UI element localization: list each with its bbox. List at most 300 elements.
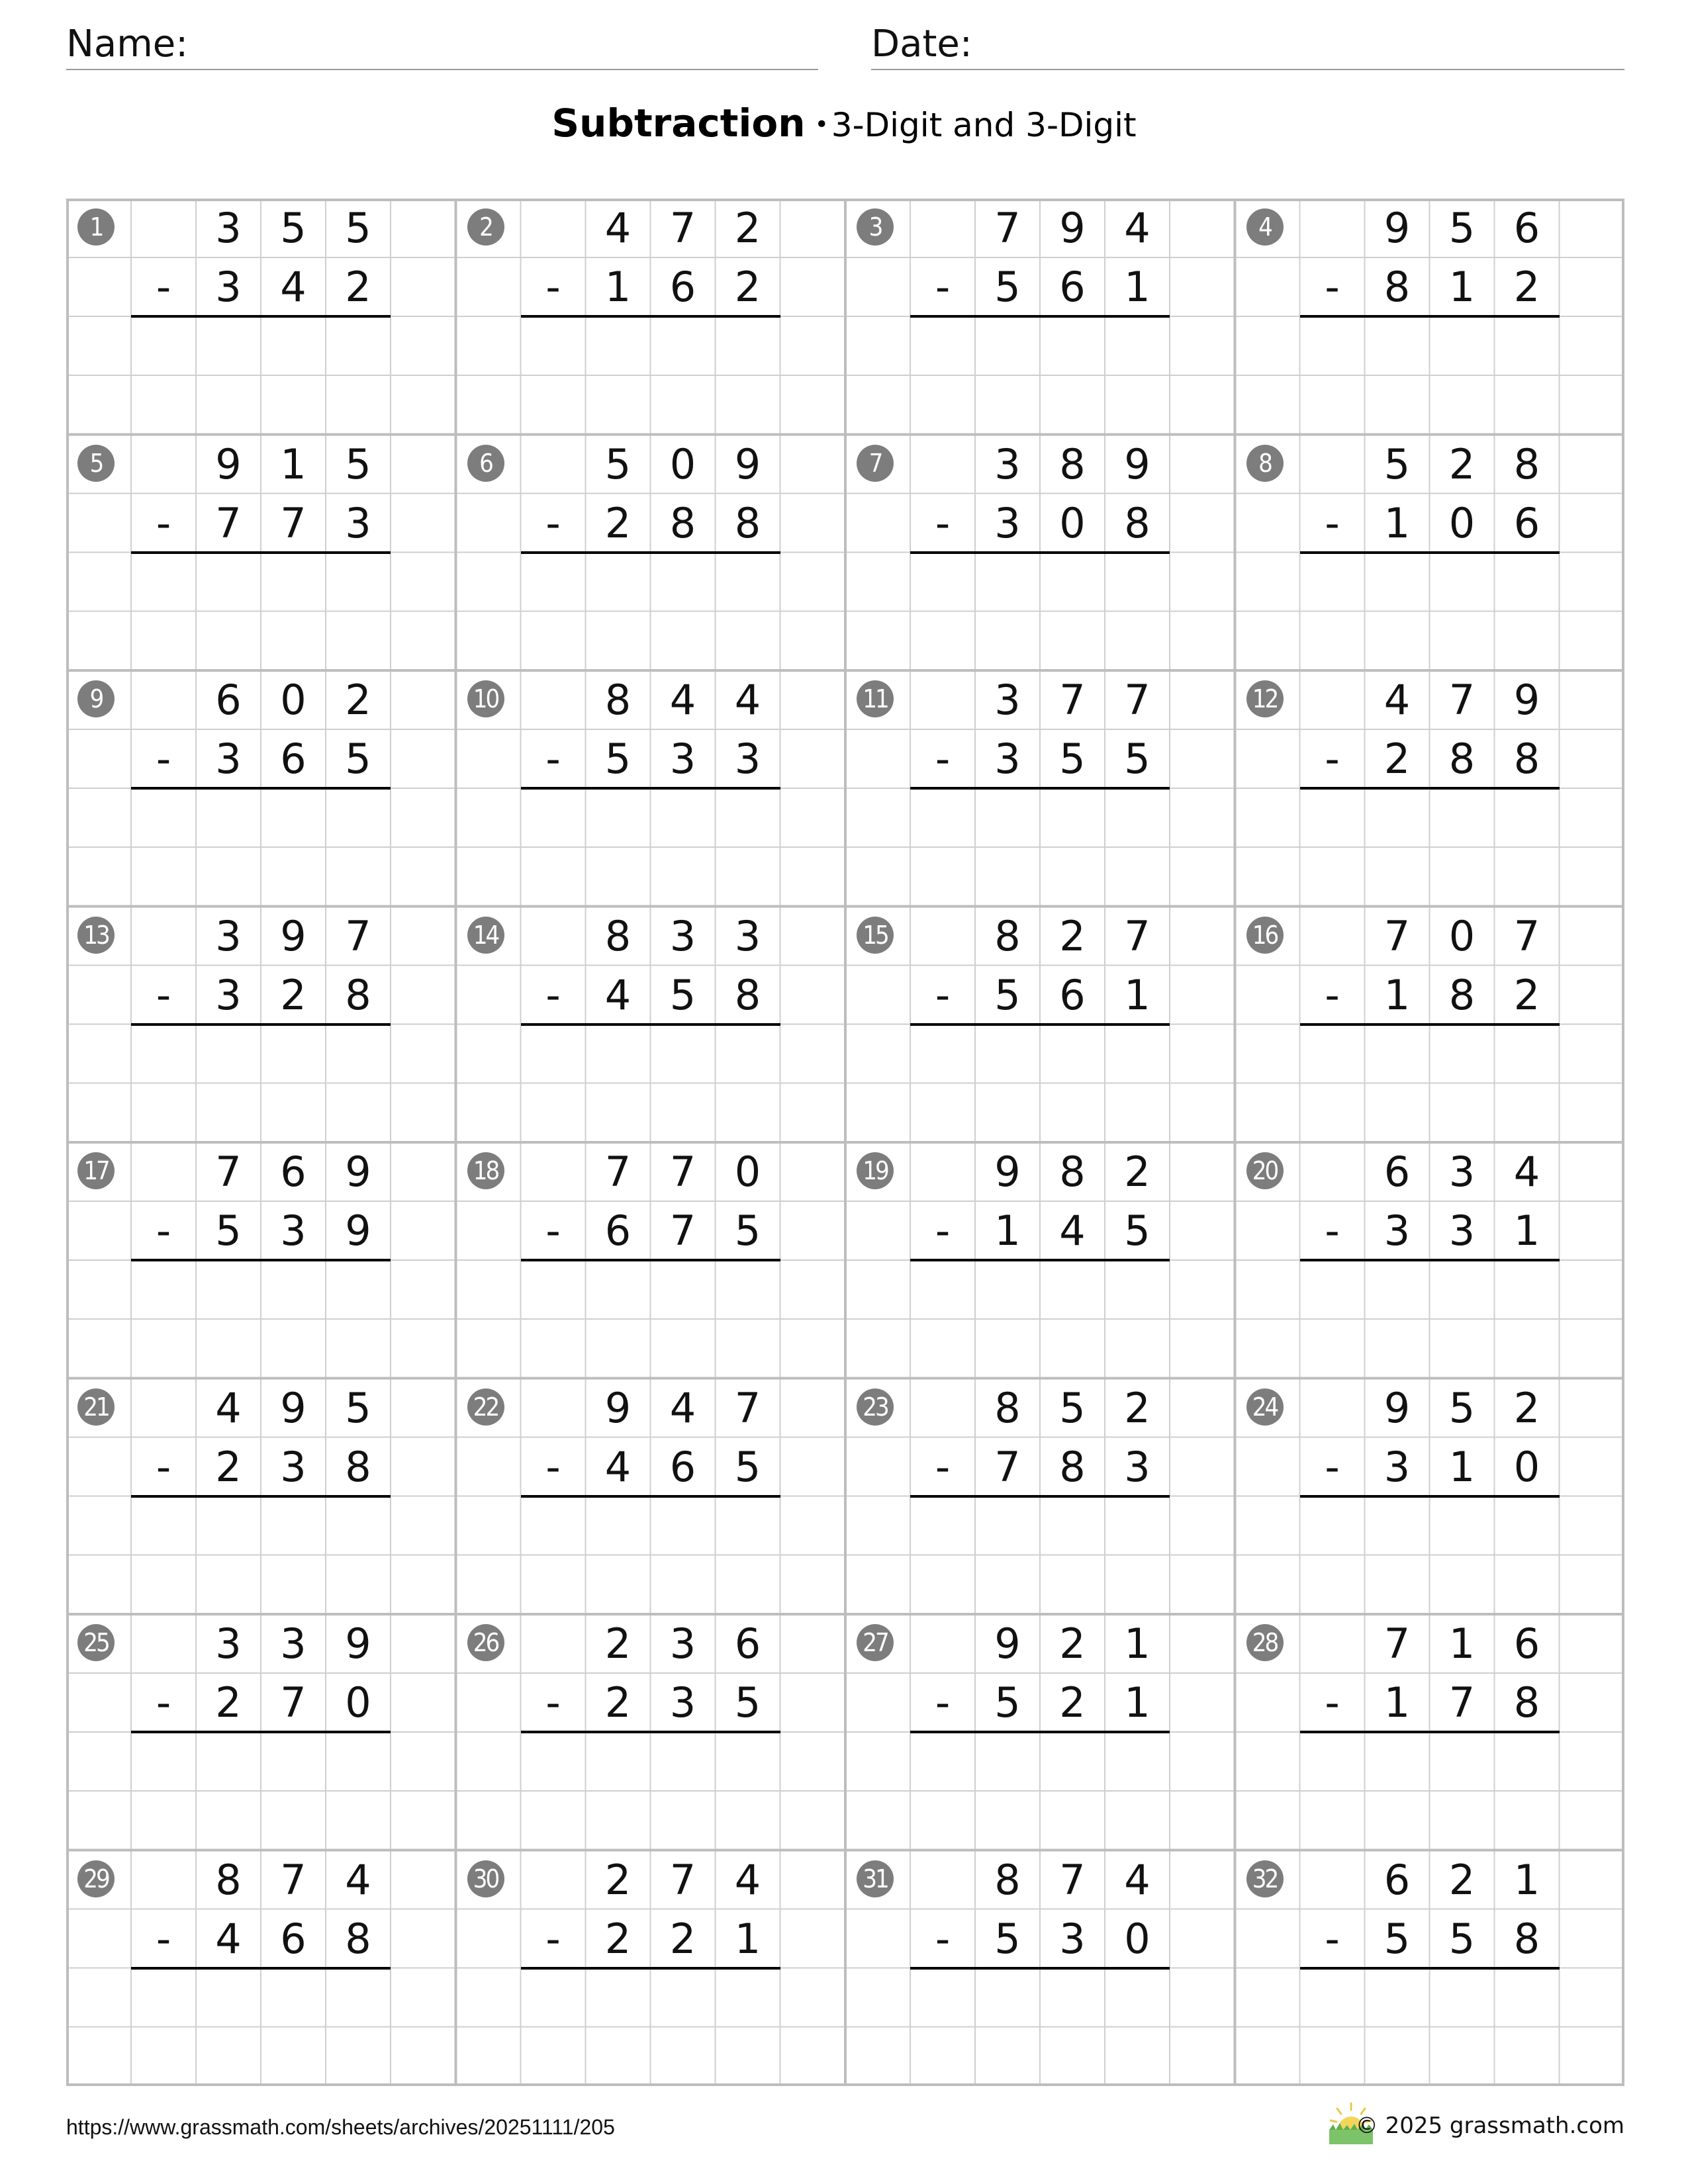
minuend-digit: 4 [734, 1855, 761, 1904]
minuend-digit: 8 [215, 1855, 242, 1904]
subtrahend-digit: 8 [345, 1442, 371, 1491]
minus-sign: - [545, 1914, 561, 1963]
subtrahend-digit: 7 [280, 498, 306, 547]
subtrahend-digit: 2 [1513, 263, 1540, 311]
minuend-digit: 8 [604, 676, 632, 724]
minuend-digit: 0 [734, 1148, 761, 1196]
problem-number-badge: 13 [77, 917, 115, 954]
minuend-digit: 7 [280, 1855, 306, 1904]
subtrahend-digit: 2 [215, 1442, 242, 1491]
problem-2 [456, 199, 845, 434]
subtrahend-digit: 1 [734, 1914, 761, 1963]
subtrahend-digit: 8 [345, 970, 371, 1019]
subtrahend-digit: 8 [734, 970, 761, 1019]
minuend-digit: 3 [734, 911, 761, 960]
subtrahend-digit: 7 [280, 1678, 306, 1727]
minuend-digit: 8 [994, 1855, 1021, 1904]
minuend-digit: 2 [1513, 1383, 1540, 1432]
answer-line [910, 551, 1170, 554]
subtrahend-digit: 3 [280, 1442, 306, 1491]
minus-sign: - [156, 735, 171, 783]
answer-line [1300, 1731, 1560, 1733]
minuend-digit: 9 [994, 1148, 1021, 1196]
minuend-digit: 6 [1383, 1148, 1411, 1196]
subtrahend-digit: 2 [669, 1914, 696, 1963]
problem-number-badge: 32 [1246, 1860, 1284, 1897]
problem-10 [456, 670, 845, 906]
problem-31 [845, 1850, 1235, 2086]
minus-sign: - [545, 1442, 561, 1491]
subtrahend-digit: 6 [280, 735, 306, 783]
subtrahend-digit: 3 [280, 1206, 306, 1255]
problem-9 [66, 670, 455, 906]
minuend-digit: 8 [1059, 1148, 1086, 1196]
subtrahend-digit: 0 [345, 1678, 371, 1727]
subtrahend-digit: 8 [1513, 1914, 1540, 1963]
subtrahend-digit: 2 [604, 1678, 632, 1727]
subtrahend-digit: 5 [734, 1206, 761, 1255]
subtrahend-digit: 5 [734, 1678, 761, 1727]
subtrahend-digit: 5 [1059, 735, 1086, 783]
minuend-digit: 3 [1448, 1148, 1476, 1196]
problem-24 [1235, 1379, 1624, 1614]
minus-sign: - [545, 735, 561, 783]
minuend-digit: 3 [215, 1619, 242, 1668]
minuend-digit: 6 [1513, 204, 1540, 252]
minuend-digit: 9 [1124, 439, 1150, 488]
subtrahend-digit: 2 [1383, 735, 1411, 783]
minuend-digit: 7 [1059, 1855, 1086, 1904]
problem-number-badge: 16 [1246, 917, 1284, 954]
problem-14 [456, 907, 845, 1142]
subtrahend-digit: 1 [1448, 263, 1476, 311]
subtrahend-digit: 2 [215, 1678, 242, 1727]
problem-number-badge: 19 [857, 1152, 894, 1189]
problem-number-badge: 25 [77, 1624, 115, 1661]
minuend-digit: 7 [604, 1148, 632, 1196]
subtrahend-digit: 1 [1513, 1206, 1540, 1255]
minus-sign: - [935, 970, 951, 1019]
subtrahend-digit: 3 [734, 735, 761, 783]
problem-number-badge: 30 [467, 1860, 504, 1897]
title-main: Subtraction [551, 101, 806, 146]
problem-26 [456, 1614, 845, 1850]
minuend-digit: 5 [1448, 204, 1476, 252]
minuend-digit: 4 [669, 1383, 696, 1432]
subtrahend-digit: 3 [345, 498, 371, 547]
subtrahend-digit: 8 [1513, 1678, 1540, 1727]
minuend-digit: 2 [734, 204, 761, 252]
minuend-digit: 9 [734, 439, 761, 488]
minuend-digit: 2 [1448, 439, 1476, 488]
subtrahend-digit: 8 [1059, 1442, 1086, 1491]
minuend-digit: 4 [1124, 204, 1150, 252]
subtrahend-digit: 1 [1448, 1442, 1476, 1491]
minuend-digit: 7 [1124, 911, 1150, 960]
minuend-digit: 7 [669, 1855, 696, 1904]
answer-line [1300, 1023, 1560, 1026]
subtrahend-digit: 5 [734, 1442, 761, 1491]
minuend-digit: 8 [604, 911, 632, 960]
subtrahend-digit: 5 [994, 970, 1021, 1019]
subtrahend-digit: 0 [1124, 1914, 1150, 1963]
subtrahend-digit: 0 [1448, 498, 1476, 547]
minus-sign: - [156, 1206, 171, 1255]
problem-number-badge: 23 [857, 1388, 894, 1426]
subtrahend-digit: 5 [994, 263, 1021, 311]
problem-number-badge: 1 [77, 208, 115, 246]
minuend-digit: 5 [604, 439, 632, 488]
problem-number-badge: 15 [857, 917, 894, 954]
subtrahend-digit: 8 [1383, 263, 1411, 311]
minuend-digit: 9 [280, 911, 306, 960]
minuend-digit: 2 [345, 676, 371, 724]
subtrahend-digit: 8 [1448, 735, 1476, 783]
problem-number-badge: 24 [1246, 1388, 1284, 1426]
minus-sign: - [1325, 1678, 1340, 1727]
minuend-digit: 6 [1513, 1619, 1540, 1668]
subtrahend-digit: 0 [1059, 498, 1086, 547]
minuend-digit: 9 [280, 1383, 306, 1432]
minuend-digit: 4 [734, 676, 761, 724]
minuend-digit: 3 [215, 911, 242, 960]
problem-number-badge: 5 [77, 445, 115, 482]
minuend-digit: 3 [669, 911, 696, 960]
problem-number-badge: 31 [857, 1860, 894, 1897]
problem-number-badge: 14 [467, 917, 504, 954]
name-label: Name: [66, 23, 189, 66]
minus-sign: - [545, 1678, 561, 1727]
answer-line [1300, 1259, 1560, 1261]
minuend-digit: 7 [994, 204, 1021, 252]
minuend-digit: 9 [215, 439, 242, 488]
minus-sign: - [935, 735, 951, 783]
answer-line [521, 1731, 780, 1733]
minus-sign: - [156, 1914, 171, 1963]
problem-17 [66, 1142, 455, 1378]
minuend-digit: 3 [669, 1619, 696, 1668]
subtrahend-digit: 3 [215, 735, 242, 783]
minus-sign: - [156, 263, 171, 311]
minus-sign: - [545, 1206, 561, 1255]
answer-line [1300, 315, 1560, 318]
minus-sign: - [156, 970, 171, 1019]
minuend-digit: 0 [280, 676, 306, 724]
subtrahend-digit: 0 [1513, 1442, 1540, 1491]
minus-sign: - [156, 498, 171, 547]
subtrahend-digit: 3 [215, 970, 242, 1019]
subtrahend-digit: 6 [1059, 970, 1086, 1019]
subtrahend-digit: 6 [604, 1206, 632, 1255]
subtrahend-digit: 3 [1383, 1442, 1411, 1491]
minuend-digit: 7 [1059, 676, 1086, 724]
minuend-digit: 8 [1513, 439, 1540, 488]
subtrahend-digit: 7 [994, 1442, 1021, 1491]
subtrahend-digit: 3 [994, 498, 1021, 547]
subtrahend-digit: 8 [669, 498, 696, 547]
answer-line [910, 1495, 1170, 1498]
minuend-digit: 9 [1059, 204, 1086, 252]
answer-line [910, 1967, 1170, 1970]
subtrahend-digit: 4 [1059, 1206, 1086, 1255]
subtrahend-digit: 6 [1513, 498, 1540, 547]
problem-number-badge: 8 [1246, 445, 1284, 482]
minuend-digit: 1 [1513, 1855, 1540, 1904]
subtrahend-digit: 7 [215, 498, 242, 547]
problem-5 [66, 435, 455, 670]
subtrahend-digit: 3 [1124, 1442, 1150, 1491]
problem-number-badge: 17 [77, 1152, 115, 1189]
minuend-digit: 7 [1513, 911, 1540, 960]
minuend-digit: 6 [734, 1619, 761, 1668]
problem-number-badge: 11 [857, 680, 894, 717]
minuend-digit: 3 [280, 1619, 306, 1668]
problem-30 [456, 1850, 845, 2086]
problem-7 [845, 435, 1235, 670]
problem-number-badge: 12 [1246, 680, 1284, 717]
problem-21 [66, 1379, 455, 1614]
title-subtitle: 3-Digit and 3-Digit [831, 106, 1137, 144]
minus-sign: - [935, 1678, 951, 1727]
problem-number-badge: 4 [1246, 208, 1284, 246]
minus-sign: - [1325, 1442, 1340, 1491]
subtrahend-digit: 4 [604, 1442, 632, 1491]
problem-29 [66, 1850, 455, 2086]
subtrahend-digit: 8 [1124, 498, 1150, 547]
subtrahend-digit: 6 [1059, 263, 1086, 311]
minuend-digit: 6 [215, 676, 242, 724]
minus-sign: - [1325, 263, 1340, 311]
problem-11 [845, 670, 1235, 906]
minus-sign: - [935, 263, 951, 311]
problem-12 [1235, 670, 1624, 906]
minuend-digit: 6 [280, 1148, 306, 1196]
date-field[interactable] [871, 20, 1624, 70]
minuend-digit: 1 [1448, 1619, 1476, 1668]
minuend-digit: 7 [215, 1148, 242, 1196]
subtrahend-digit: 5 [1383, 1914, 1411, 1963]
minuend-digit: 4 [1383, 676, 1411, 724]
minuend-digit: 8 [1059, 439, 1086, 488]
subtrahend-digit: 8 [734, 498, 761, 547]
answer-line [521, 1495, 780, 1498]
subtrahend-digit: 2 [734, 263, 761, 311]
minuend-digit: 2 [1124, 1383, 1150, 1432]
subtrahend-digit: 1 [1124, 263, 1150, 311]
subtrahend-digit: 1 [1383, 1678, 1411, 1727]
problem-number-badge: 27 [857, 1624, 894, 1661]
problem-number-badge: 18 [467, 1152, 504, 1189]
subtrahend-digit: 2 [280, 970, 306, 1019]
date-label: Date: [871, 23, 972, 66]
answer-line [521, 1967, 780, 1970]
subtrahend-digit: 7 [1448, 1678, 1476, 1727]
problem-3 [845, 199, 1235, 434]
minuend-digit: 5 [345, 439, 371, 488]
minuend-digit: 6 [1383, 1855, 1411, 1904]
problem-15 [845, 907, 1235, 1142]
problem-23 [845, 1379, 1235, 1614]
subtrahend-digit: 2 [1059, 1678, 1086, 1727]
answer-line [521, 787, 780, 790]
answer-line [521, 1259, 780, 1261]
minus-sign: - [1325, 1206, 1340, 1255]
minuend-digit: 8 [994, 1383, 1021, 1432]
problem-number-badge: 21 [77, 1388, 115, 1426]
minuend-digit: 5 [1059, 1383, 1086, 1432]
answer-line [1300, 1967, 1560, 1970]
subtrahend-digit: 4 [215, 1914, 242, 1963]
answer-line [1300, 1495, 1560, 1498]
minuend-digit: 2 [1059, 1619, 1086, 1668]
minus-sign: - [935, 498, 951, 547]
problem-22 [456, 1379, 845, 1614]
answer-line [131, 1023, 391, 1026]
name-field[interactable] [66, 20, 818, 70]
minus-sign: - [545, 970, 561, 1019]
minuend-digit: 0 [669, 439, 696, 488]
answer-line [131, 1259, 391, 1261]
minuend-digit: 2 [604, 1619, 632, 1668]
subtrahend-digit: 6 [669, 1442, 696, 1491]
minuend-digit: 4 [215, 1383, 242, 1432]
problem-number-badge: 28 [1246, 1624, 1284, 1661]
minus-sign: - [935, 1442, 951, 1491]
footer-copyright: © 2025 grassmath.com [1355, 2113, 1624, 2139]
subtrahend-digit: 5 [1124, 735, 1150, 783]
minuend-digit: 1 [280, 439, 306, 488]
subtrahend-digit: 4 [280, 263, 306, 311]
problem-25 [66, 1614, 455, 1850]
subtrahend-digit: 2 [345, 263, 371, 311]
problem-number-badge: 22 [467, 1388, 504, 1426]
subtrahend-digit: 1 [994, 1206, 1021, 1255]
answer-line [1300, 787, 1560, 790]
minuend-digit: 7 [1124, 676, 1150, 724]
problem-13 [66, 907, 455, 1142]
minus-sign: - [1325, 1914, 1340, 1963]
problem-28 [1235, 1614, 1624, 1850]
answer-line [131, 1731, 391, 1733]
problem-number-badge: 6 [467, 445, 504, 482]
problem-6 [456, 435, 845, 670]
answer-line [521, 1023, 780, 1026]
subtrahend-digit: 5 [669, 970, 696, 1019]
minuend-digit: 8 [994, 911, 1021, 960]
subtrahend-digit: 2 [1513, 970, 1540, 1019]
minuend-digit: 5 [1448, 1383, 1476, 1432]
minus-sign: - [545, 263, 561, 311]
minuend-digit: 2 [1124, 1148, 1150, 1196]
problem-number-badge: 9 [77, 680, 115, 717]
subtrahend-digit: 3 [1059, 1914, 1086, 1963]
answer-line [131, 315, 391, 318]
subtrahend-digit: 2 [604, 1914, 632, 1963]
minuend-digit: 7 [1383, 911, 1411, 960]
minuend-digit: 9 [1383, 204, 1411, 252]
subtrahend-digit: 7 [669, 1206, 696, 1255]
subtrahend-digit: 1 [1383, 498, 1411, 547]
subtrahend-digit: 3 [669, 1678, 696, 1727]
minus-sign: - [156, 1442, 171, 1491]
answer-line [521, 551, 780, 554]
subtrahend-digit: 8 [1513, 735, 1540, 783]
problem-16 [1235, 907, 1624, 1142]
problem-number-badge: 2 [467, 208, 504, 246]
problem-32 [1235, 1850, 1624, 2086]
minuend-digit: 3 [215, 204, 242, 252]
minus-sign: - [156, 1678, 171, 1727]
minuend-digit: 7 [669, 204, 696, 252]
subtrahend-digit: 6 [280, 1914, 306, 1963]
subtrahend-digit: 5 [604, 735, 632, 783]
subtrahend-digit: 5 [345, 735, 371, 783]
problem-19 [845, 1142, 1235, 1378]
minuend-digit: 4 [1124, 1855, 1150, 1904]
subtrahend-digit: 3 [1383, 1206, 1411, 1255]
problem-number-badge: 7 [857, 445, 894, 482]
subtrahend-digit: 1 [1124, 970, 1150, 1019]
subtrahend-digit: 5 [215, 1206, 242, 1255]
answer-line [521, 315, 780, 318]
minus-sign: - [545, 498, 561, 547]
subtrahend-digit: 4 [604, 970, 632, 1019]
answer-line [910, 1259, 1170, 1261]
footer-url: https://www.grassmath.com/sheets/archives/20251111/205 [66, 2115, 615, 2139]
minuend-digit: 7 [669, 1148, 696, 1196]
problem-number-badge: 20 [1246, 1152, 1284, 1189]
subtrahend-digit: 2 [604, 498, 632, 547]
answer-line [910, 787, 1170, 790]
worksheet-title [0, 101, 1688, 146]
answer-line [910, 1731, 1170, 1733]
minuend-digit: 0 [1448, 911, 1476, 960]
minuend-digit: 9 [345, 1619, 371, 1668]
problem-27 [845, 1614, 1235, 1850]
answer-line [131, 551, 391, 554]
minus-sign: - [1325, 498, 1340, 547]
minus-sign: - [1325, 735, 1340, 783]
subtrahend-digit: 1 [1383, 970, 1411, 1019]
answer-line [1300, 551, 1560, 554]
problem-20 [1235, 1142, 1624, 1378]
subtrahend-digit: 5 [1124, 1206, 1150, 1255]
minuend-digit: 7 [1383, 1619, 1411, 1668]
minuend-digit: 7 [345, 911, 371, 960]
minuend-digit: 5 [345, 204, 371, 252]
minuend-digit: 1 [1124, 1619, 1150, 1668]
problem-number-badge: 26 [467, 1624, 504, 1661]
answer-line [910, 315, 1170, 318]
problem-1 [66, 199, 455, 434]
answer-line [131, 1967, 391, 1970]
minuend-digit: 7 [734, 1383, 761, 1432]
subtrahend-digit: 8 [345, 1914, 371, 1963]
minuend-digit: 9 [345, 1148, 371, 1196]
subtrahend-digit: 5 [1448, 1914, 1476, 1963]
subtrahend-digit: 8 [1448, 970, 1476, 1019]
subtrahend-digit: 1 [1124, 1678, 1150, 1727]
minuend-digit: 9 [604, 1383, 632, 1432]
problem-number-badge: 29 [77, 1860, 115, 1897]
problem-18 [456, 1142, 845, 1378]
subtrahend-digit: 3 [1448, 1206, 1476, 1255]
minuend-digit: 4 [345, 1855, 371, 1904]
subtrahend-digit: 9 [345, 1206, 371, 1255]
minus-sign: - [935, 1206, 951, 1255]
subtrahend-digit: 5 [994, 1678, 1021, 1727]
problem-4 [1235, 199, 1624, 434]
